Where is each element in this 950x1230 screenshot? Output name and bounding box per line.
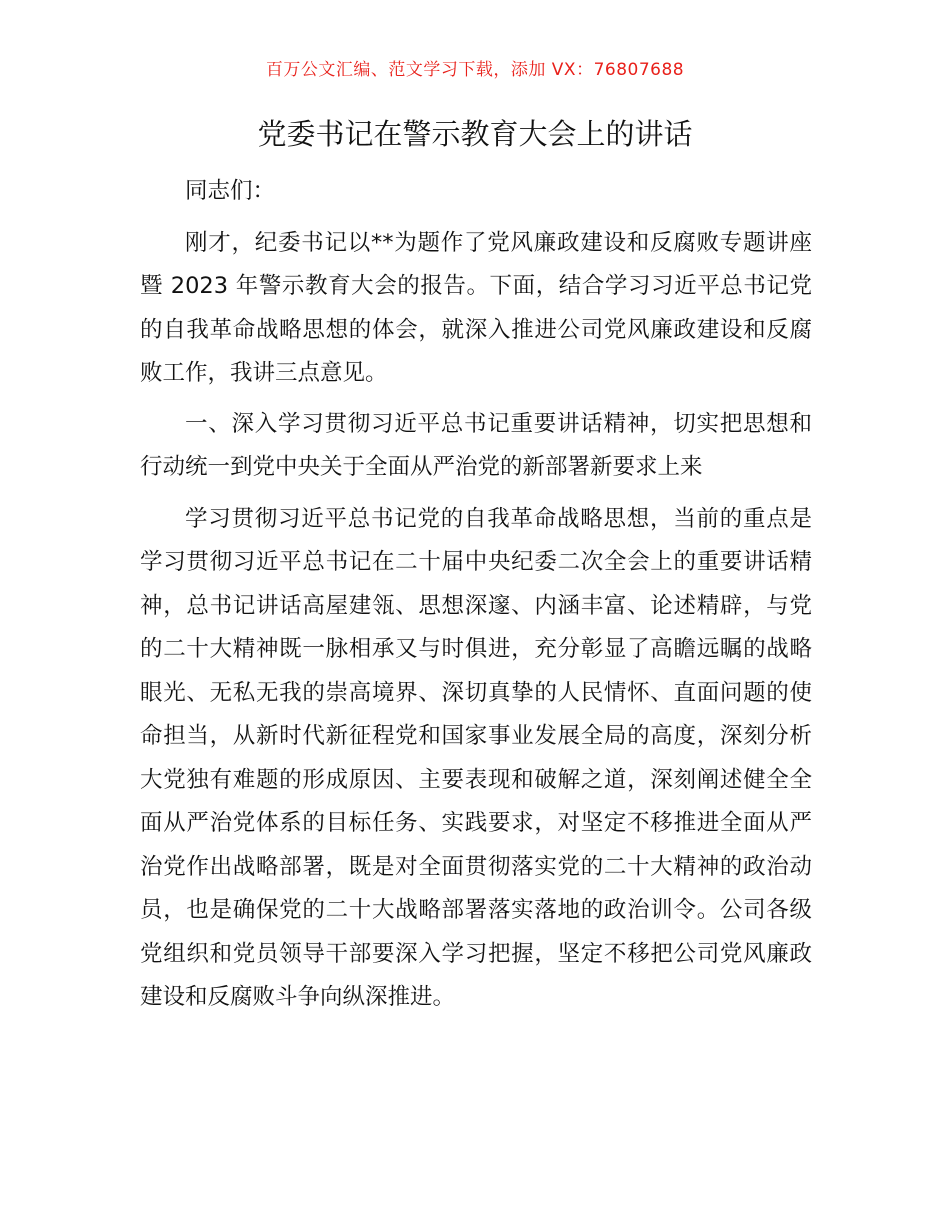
paragraph-section-1-body: 学习贯彻习近平总书记党的自我革命战略思想，当前的重点是学习贯彻习近平总书记在二十届中央纪委二次全会上的重要讲话精神，总书记讲话高屋建瓴、思想深邃、内涵丰富、论述精辟，与党的二十大精神既一脉相承又与时俱进，充分彰显了高瞻远瞩的战略眼光、无私无我的崇高境界、深切真挚的人民情怀、直面问题的使命担当，从新时代新征程党和国家事业发展全局的高度，深刻分析大党独有难题的形成原因、主要表现和破解之道，深刻阐述健全全面从严治党体系的目标任务、实践要求，对坚定不移推进全面从严治党作出战略部署，既是对全面贯彻落实党的二十大精神的政治动员，也是确保党的二十大战略部署落实落地的政治训令。公司各级党组织和党员领导干部要深入学习把握，坚定不移把公司党风廉政建设和反腐败斗争向纵深推进。 [140,505,812,1010]
salutation: 同志们： [185,178,276,204]
section-heading-1: 一、深入学习贯彻习近平总书记重要讲话精神，切实把思想和行动统一到党中央关于全面从严治党的新部署新要求上来 [140,410,812,480]
paragraph-intro: 刚才，纪委书记以**为题作了党风廉政建设和反腐败专题讲座暨 2023 年警示教育大会的报告。下面，结合学习习近平总书记党的自我革命战略思想的体会，就深入推进公司党风廉政建设和反腐败工作，我讲三点意见。 [140,229,812,386]
document-title: 党委书记在警示教育大会上的讲话 [257,117,693,151]
promo-header-banner: 百万公文汇编、范文学习下载，添加 VX：76807688 [265,60,685,80]
document-body [140,170,812,1027]
